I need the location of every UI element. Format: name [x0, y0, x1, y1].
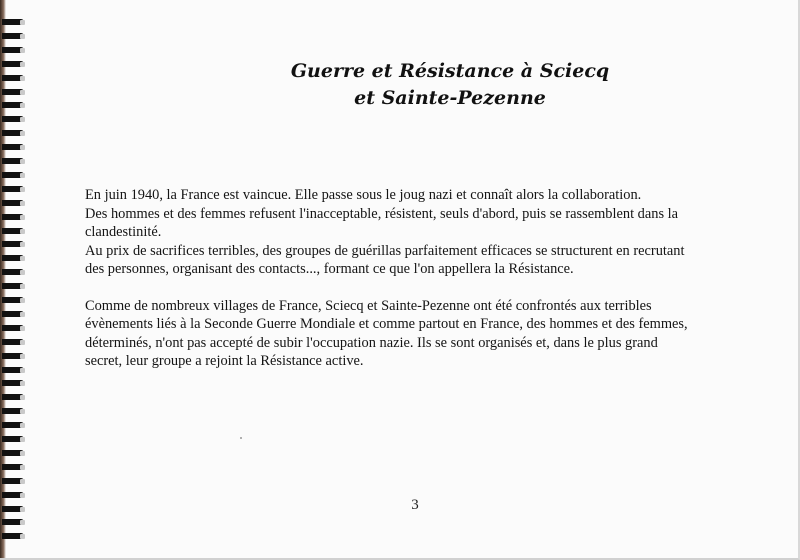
spiral-coil-icon	[2, 407, 28, 416]
spiral-coil-icon	[2, 227, 28, 236]
spiral-coil-icon	[2, 240, 28, 249]
body-text	[85, 186, 765, 371]
paragraph-1-line-1: En juin 1940, la France est vaincue. Elle passe sous le joug nazi et connaît alors la collaboration.	[85, 187, 642, 203]
paragraph-2-line-2: évènements liés à la Seconde Guerre Mondiale et comme partout en France, des hommes et des femmes,	[85, 316, 688, 332]
spiral-coil-icon	[2, 143, 28, 152]
spiral-coil-icon	[2, 115, 28, 124]
title-line-1: Guerre et Résistance à Sciecq	[290, 60, 610, 82]
spiral-coil-icon	[2, 18, 28, 27]
spiral-coil-icon	[2, 505, 28, 514]
spiral-coil-icon	[2, 449, 28, 458]
spiral-coil-icon	[2, 74, 28, 83]
spiral-coil-icon	[2, 46, 28, 55]
spiral-coil-icon	[2, 213, 28, 222]
spiral-coil-icon	[2, 268, 28, 277]
spiral-coil-icon	[2, 338, 28, 347]
spiral-coil-icon	[2, 463, 28, 472]
spiral-coil-icon	[2, 88, 28, 97]
spiral-coil-icon	[2, 518, 28, 527]
paragraph-gap	[85, 279, 765, 297]
paragraph-1-line-2: Des hommes et des femmes refusent l'inacceptable, résistent, seuls d'abord, puis se rassemblent dans la	[85, 205, 679, 222]
page-title	[250, 58, 650, 112]
spiral-coil-icon	[2, 435, 28, 444]
spiral-coil-icon	[2, 60, 28, 69]
paragraph-1-line-5: des personnes, organisant des contacts..., formant ce que l'on appellera la Résistance.	[85, 261, 574, 277]
spiral-coil-icon	[2, 532, 28, 541]
spiral-coil-icon	[2, 282, 28, 291]
paragraph-2-line-3: déterminés, n'ont pas accepté de subir l'occupation nazie. Ils se sont organisés et, dans le plus grand	[85, 334, 658, 351]
spiral-coil-icon	[2, 310, 28, 319]
spiral-coil-icon	[2, 101, 28, 110]
spiral-coil-icon	[2, 491, 28, 500]
spiral-binding-icon	[0, 18, 34, 548]
spiral-coil-icon	[2, 32, 28, 41]
spiral-coil-icon	[2, 352, 28, 361]
paragraph-1-line-4: Au prix de sacrifices terribles, des groupes de guérillas parfaitement efficaces se structurent en recrutant	[85, 242, 685, 259]
paper-speck	[240, 437, 242, 439]
spiral-coil-icon	[2, 129, 28, 138]
paragraph-2-line-1: Comme de nombreux villages de France, Sciecq et Sainte-Pezenne ont été confrontés aux terribles	[85, 297, 652, 314]
spiral-coil-icon	[2, 296, 28, 305]
spiral-coil-icon	[2, 393, 28, 402]
paragraph-1-line-3: clandestinité.	[85, 224, 162, 240]
spiral-coil-icon	[2, 185, 28, 194]
spiral-coil-icon	[2, 199, 28, 208]
spiral-coil-icon	[2, 254, 28, 263]
spiral-coil-icon	[2, 324, 28, 333]
spiral-coil-icon	[2, 157, 28, 166]
paragraph-2-line-4: secret, leur groupe a rejoint la Résistance active.	[85, 353, 364, 369]
spiral-coil-icon	[2, 379, 28, 388]
spiral-coil-icon	[2, 366, 28, 375]
page-number: 3	[411, 497, 419, 513]
spiral-coil-icon	[2, 421, 28, 430]
title-line-2: et Sainte-Pezenne	[354, 87, 546, 109]
spiral-coil-icon	[2, 171, 28, 180]
spiral-coil-icon	[2, 477, 28, 486]
